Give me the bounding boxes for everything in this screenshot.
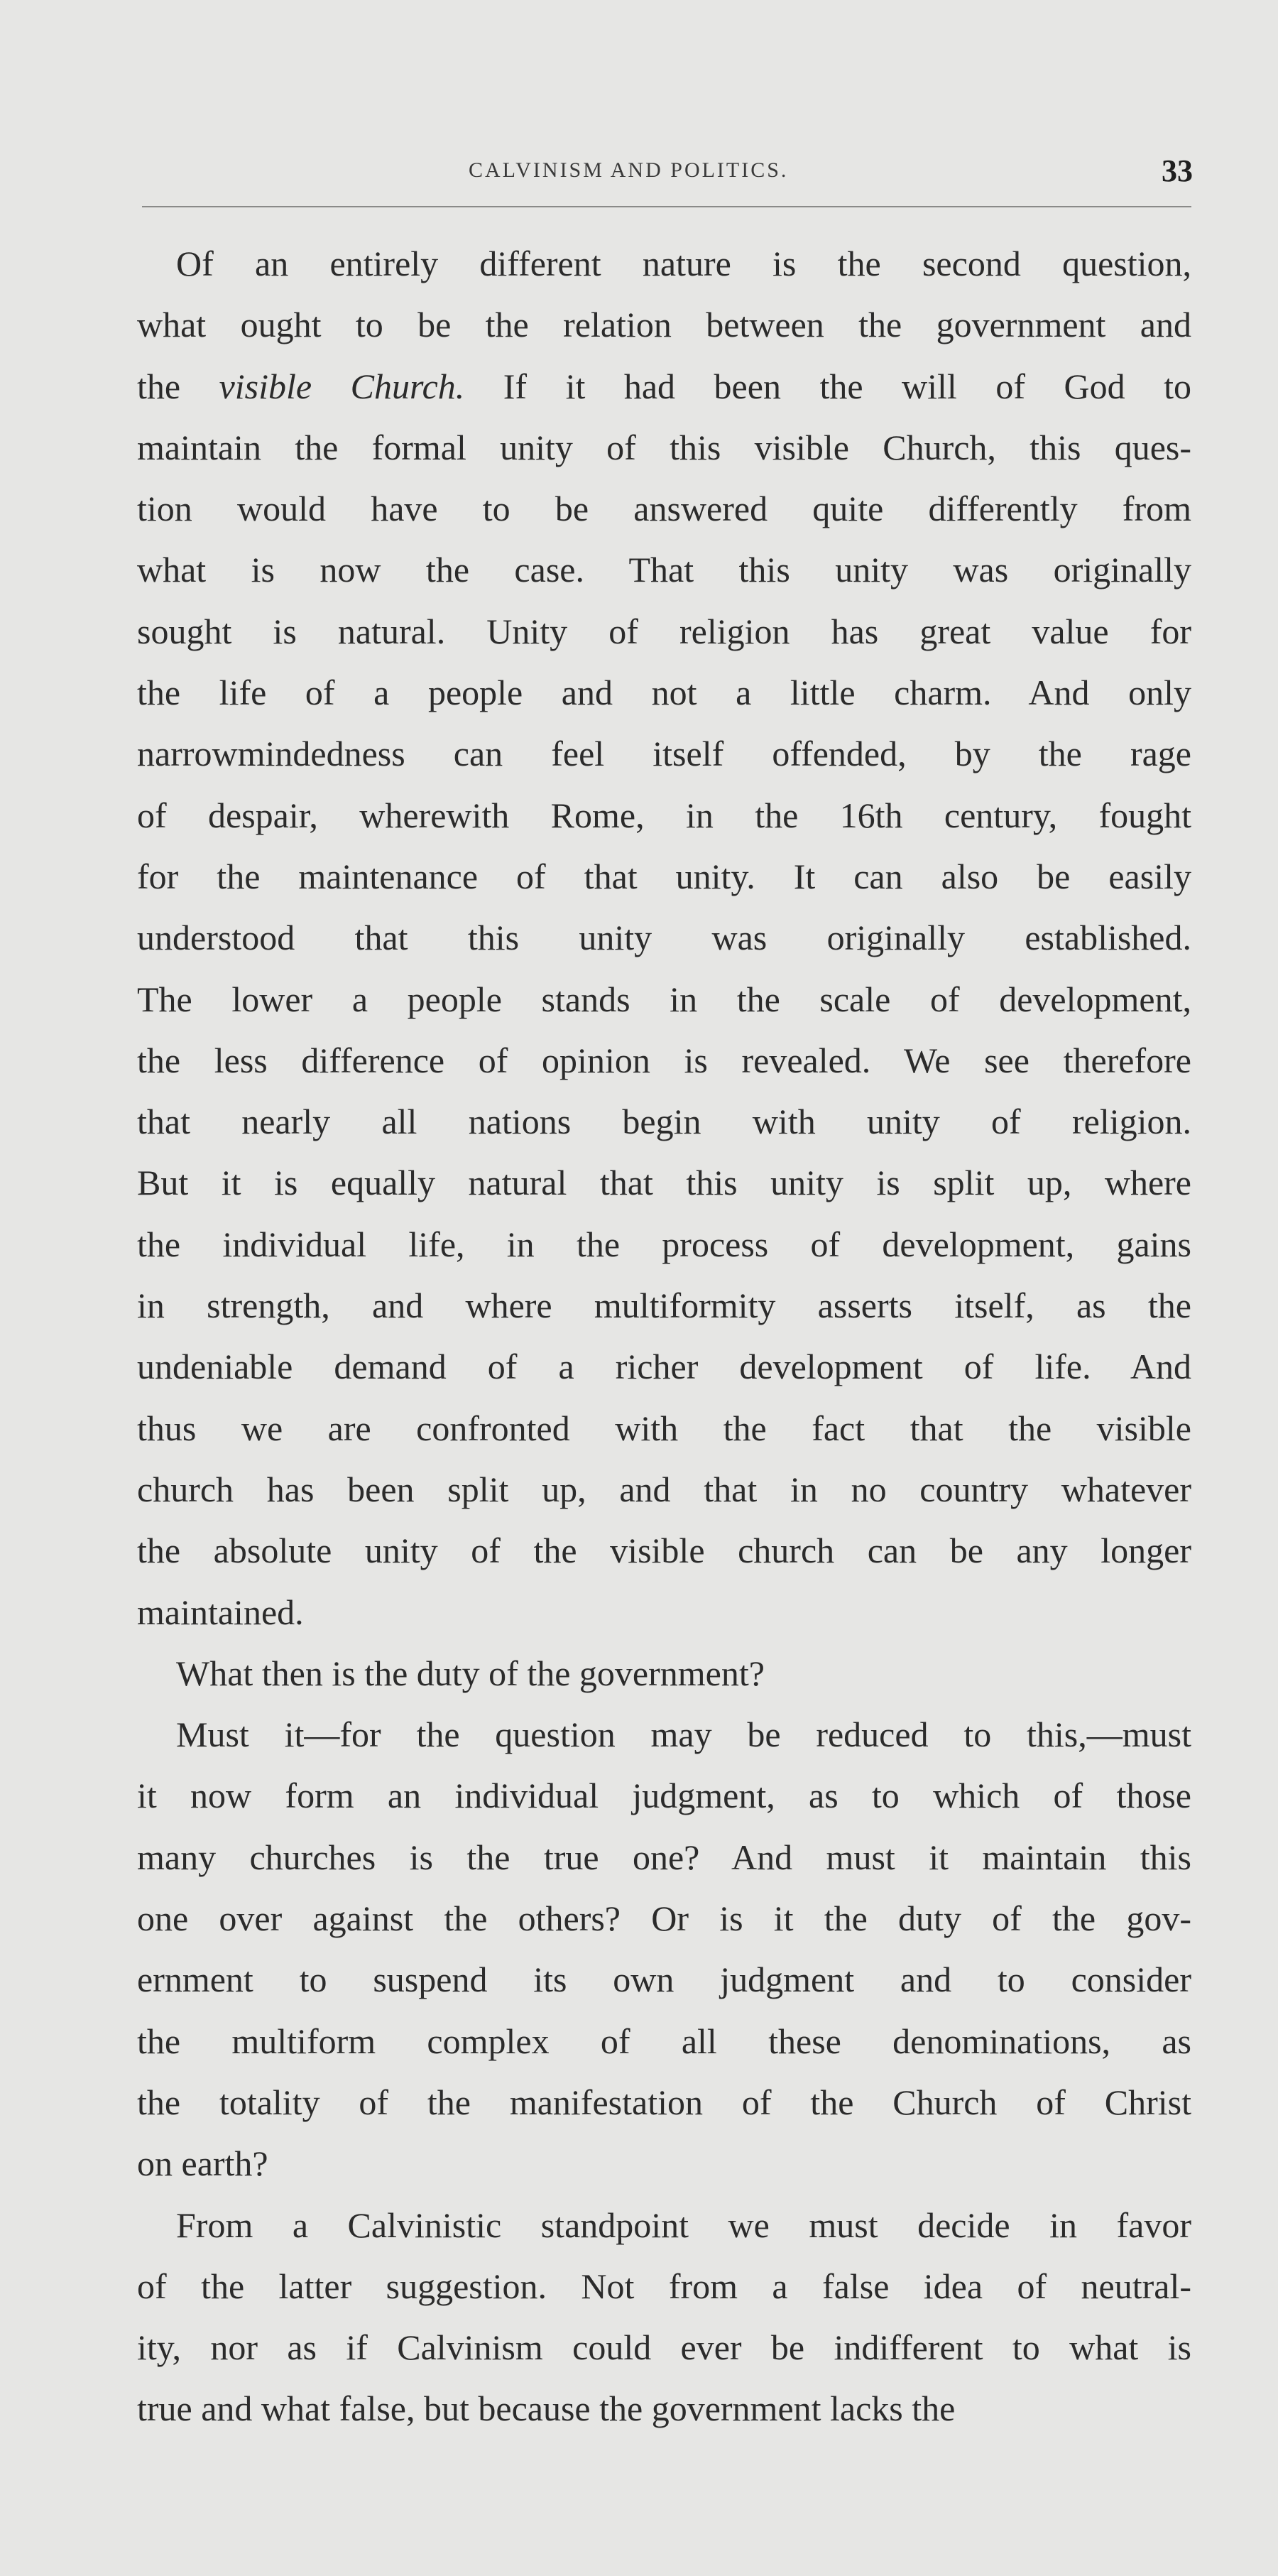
text-line: of despair, wherewith Rome, in the 16th century, fought: [137, 795, 1191, 835]
text-line: narrowmindedness can feel itself offended, by the rage: [137, 734, 1191, 774]
running-title: CALVINISM AND POLITICS.: [469, 158, 789, 182]
text-line: ernment to suspend its own judgment and to consider: [137, 1960, 1191, 2000]
text-line: many churches is the true one? And must it maintain this: [137, 1837, 1191, 1877]
text-line: tion would have to be answered quite differently from: [137, 489, 1191, 529]
text-line: on earth?: [137, 2143, 268, 2184]
text-line: The lower a people stands in the scale of development,: [137, 979, 1191, 1019]
text-line: true and what false, but because the government lacks the: [137, 2388, 956, 2429]
text-line: undeniable demand of a richer development of life. And: [137, 1347, 1191, 1387]
text-line: the totality of the manifestation of the Church of Christ: [137, 2082, 1191, 2122]
text-line: the less difference of opinion is revealed. We see therefore: [137, 1040, 1191, 1080]
text-line: in strength, and where multiformity asserts itself, as the: [137, 1286, 1191, 1326]
text-line: one over against the others? Or is it the duty of the gov-: [137, 1898, 1191, 1939]
body-text: [137, 233, 1191, 2440]
text-line: sought is natural. Unity of religion has great value for: [137, 611, 1191, 651]
text-line: it now form an individual judgment, as to which of those: [137, 1776, 1191, 1816]
text-line: Must it—for the question may be reduced to this,—must: [176, 1714, 1191, 1755]
text-line: What then is the duty of the government?: [176, 1653, 765, 1693]
text-line: the visible Church. If it had been the will of God to: [137, 366, 1191, 406]
text-line: what is now the case. That this unity was originally: [137, 550, 1191, 590]
italic-emphasis: visible Church.: [219, 366, 465, 406]
page-number: 33: [1162, 153, 1193, 188]
running-head: [142, 153, 1193, 195]
text-line: ity, nor as if Calvinism could ever be indifferent to what is: [137, 2327, 1191, 2368]
text-line: the absolute unity of the visible church can be any longer: [137, 1531, 1191, 1571]
text-line: the life of a people and not a little charm. And only: [137, 673, 1191, 713]
text-line: of the latter suggestion. Not from a false idea of neutral-: [137, 2266, 1191, 2306]
text-line: maintain the formal unity of this visible Church, this ques-: [137, 427, 1191, 467]
text-line: the multiform complex of all these denominations, as: [137, 2021, 1191, 2061]
text-line: From a Calvinistic standpoint we must decide in favor: [176, 2205, 1191, 2245]
text-line: But it is equally natural that this unity is split up, where: [137, 1163, 1191, 1203]
text-line: that nearly all nations begin with unity of religion.: [137, 1102, 1191, 1142]
text-line: what ought to be the relation between the government and: [137, 305, 1191, 345]
header-rule: [142, 206, 1191, 207]
text-line: church has been split up, and that in no country whatever: [137, 1469, 1191, 1509]
text-line: the individual life, in the process of development, gains: [137, 1224, 1191, 1264]
text-line: Of an entirely different nature is the second question,: [176, 244, 1191, 283]
text-line: thus we are confronted with the fact that the visible: [137, 1408, 1191, 1448]
text-line: maintained.: [137, 1592, 304, 1632]
text-line: understood that this unity was originally established.: [137, 918, 1191, 958]
text-line: for the maintenance of that unity. It can also be easily: [137, 856, 1191, 896]
